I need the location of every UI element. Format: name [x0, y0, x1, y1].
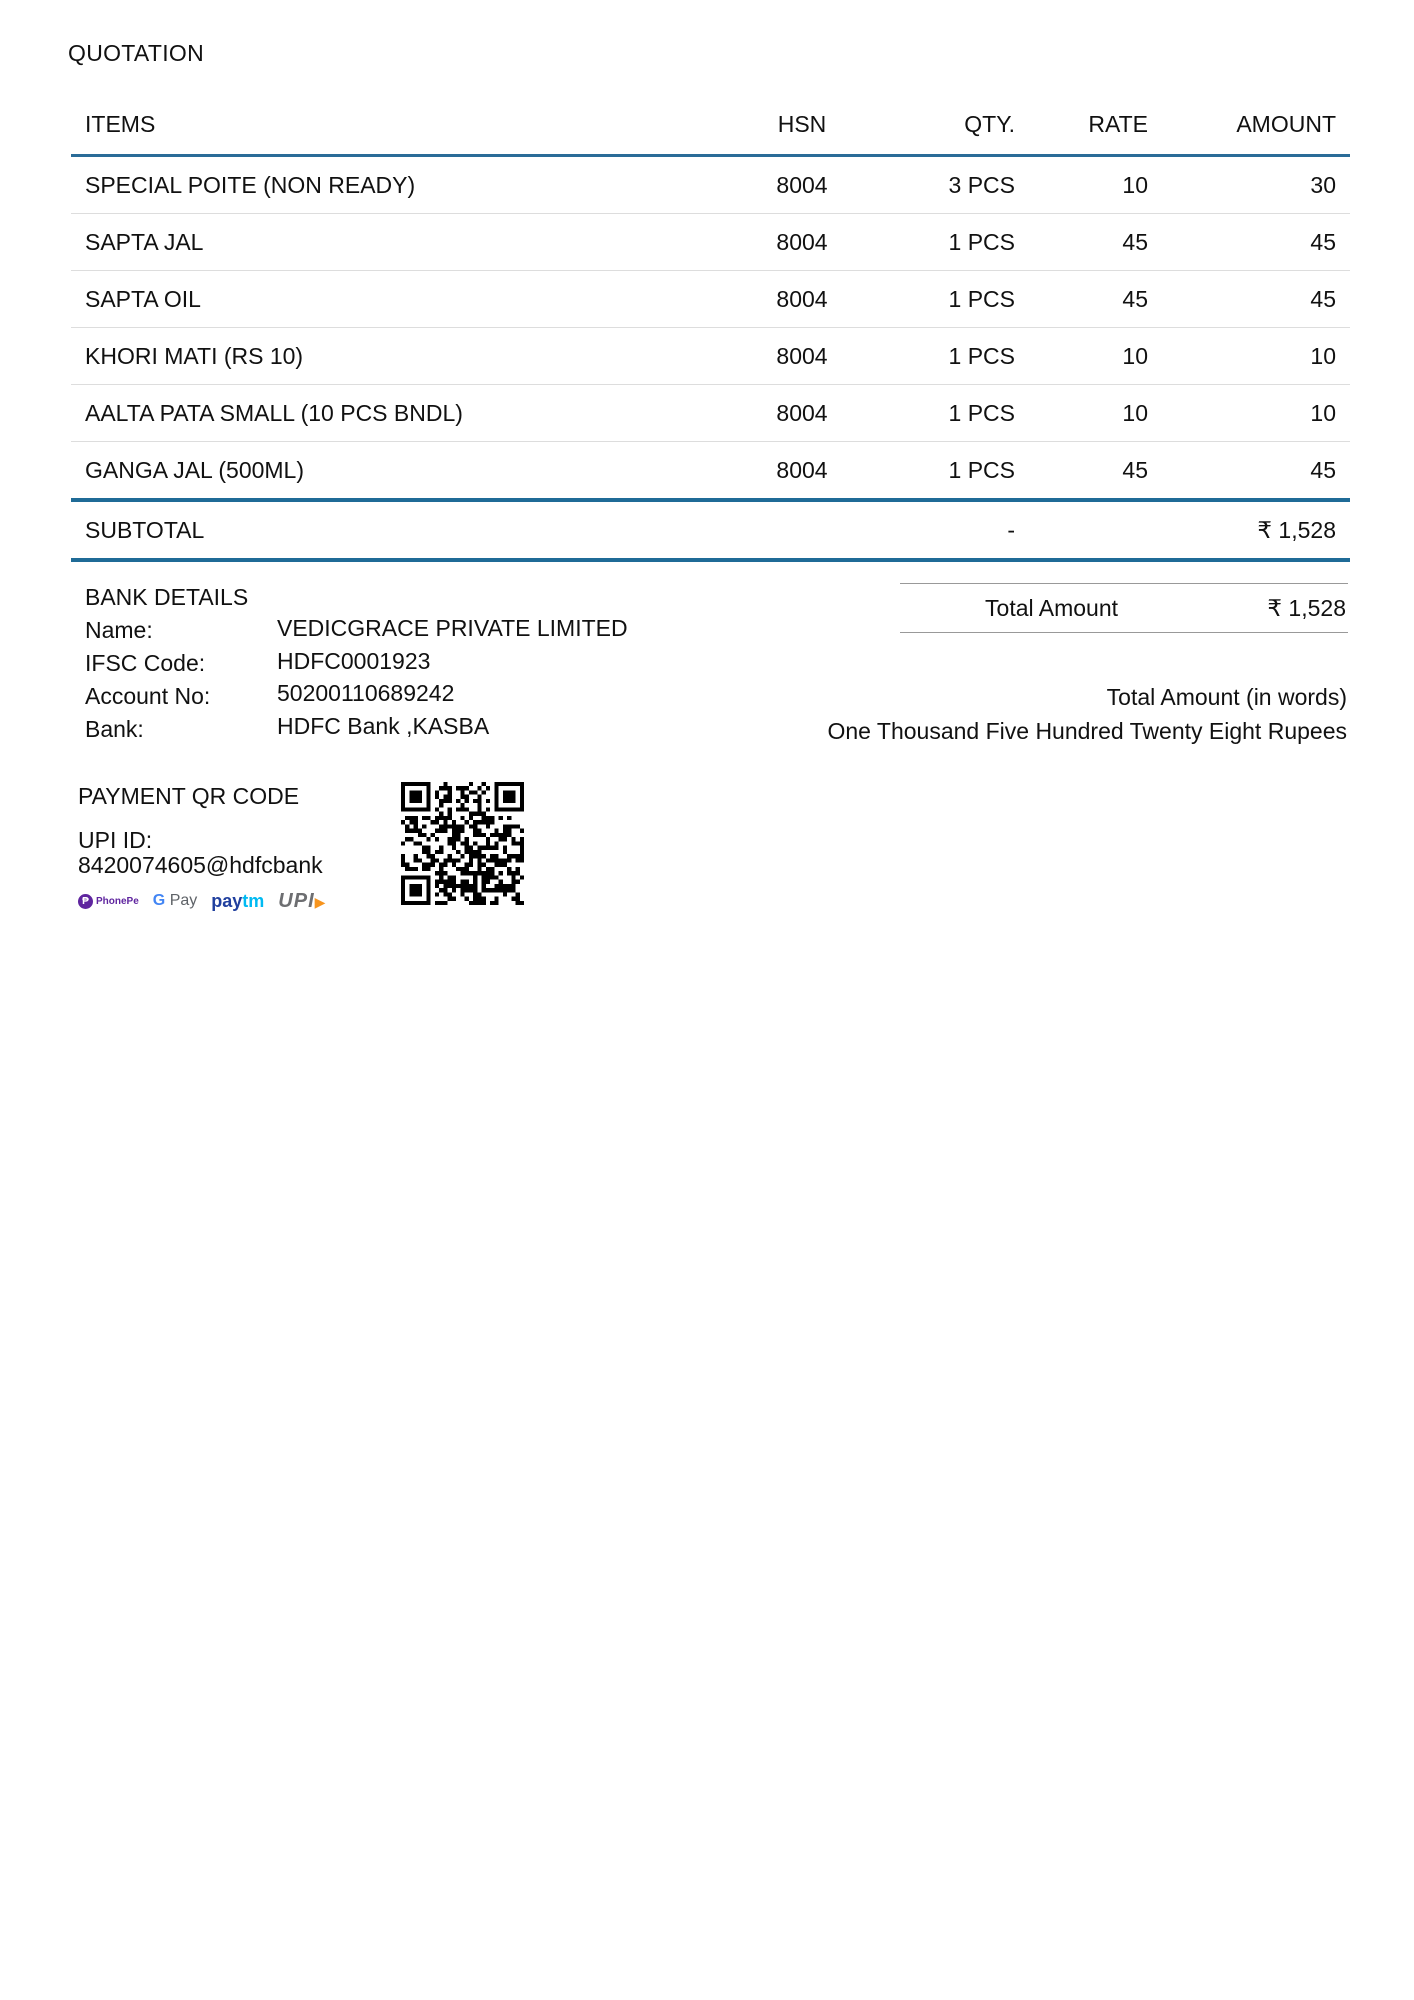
amount-in-words	[827, 680, 1347, 748]
bank-name-value: VEDICGRACE PRIVATE LIMITED	[277, 615, 628, 641]
item-hsn: 8004	[728, 214, 876, 271]
bank-label: Bank:	[85, 716, 144, 742]
phonepe-text: PhonePe	[96, 895, 139, 907]
bank-name-label: Name:	[85, 617, 153, 643]
header-qty: QTY.	[876, 94, 1029, 156]
table-row	[71, 156, 1350, 214]
item-qty: 1 PCS	[876, 271, 1029, 328]
bank-details-heading: BANK DETAILS	[85, 584, 249, 610]
document-title: QUOTATION	[68, 40, 205, 66]
upi-text: UPI	[278, 889, 315, 912]
item-amount: 45	[1162, 442, 1350, 501]
item-qty: 1 PCS	[876, 214, 1029, 271]
item-amount: 45	[1162, 214, 1350, 271]
table-row	[71, 442, 1350, 501]
phonepe-icon: ₱	[78, 894, 93, 909]
gpay-logo	[153, 892, 197, 910]
subtotal-label: SUBTOTAL	[71, 500, 728, 560]
item-name: AALTA PATA SMALL (10 PCS BNDL)	[71, 385, 728, 442]
ifsc-value: HDFC0001923	[277, 648, 431, 674]
bank-row	[85, 713, 628, 746]
subtotal-row	[71, 500, 1350, 560]
ifsc-row	[85, 647, 628, 680]
gpay-text: Pay	[165, 892, 198, 909]
item-rate: 45	[1029, 214, 1162, 271]
upi-info	[78, 828, 326, 878]
item-hsn: 8004	[728, 442, 876, 501]
bank-value: HDFC Bank ,KASBA	[277, 713, 490, 739]
payment-section	[78, 780, 326, 914]
item-name: SAPTA JAL	[71, 214, 728, 271]
item-rate: 45	[1029, 442, 1162, 501]
item-amount: 30	[1162, 156, 1350, 214]
payment-qr-heading: PAYMENT QR CODE	[78, 783, 300, 809]
item-hsn: 8004	[728, 385, 876, 442]
upi-logo	[278, 890, 326, 913]
gpay-g: G	[152, 892, 166, 909]
item-qty: 1 PCS	[876, 328, 1029, 385]
item-name: GANGA JAL (500ML)	[71, 442, 728, 501]
subtotal-amount: ₹ 1,528	[1162, 500, 1350, 560]
paytm-pay: pay	[211, 890, 243, 911]
header-amount: AMOUNT	[1162, 94, 1350, 156]
item-name: SPECIAL POITE (NON READY)	[71, 156, 728, 214]
table-row	[71, 385, 1350, 442]
total-amount-value: ₹ 1,528	[1267, 594, 1346, 621]
items-table	[71, 94, 1350, 562]
upi-arrow-icon: ▶	[314, 893, 327, 910]
item-amount: 10	[1162, 328, 1350, 385]
item-amount: 10	[1162, 385, 1350, 442]
amount-in-words-value: One Thousand Five Hundred Twenty Eight Rupees	[827, 718, 1347, 744]
paytm-logo	[211, 891, 264, 912]
items-table-header	[71, 94, 1350, 156]
account-row	[85, 680, 628, 713]
total-amount-label: Total Amount	[985, 594, 1118, 621]
item-rate: 10	[1029, 328, 1162, 385]
subtotal-qty: -	[876, 500, 1029, 560]
amount-in-words-label: Total Amount (in words)	[1106, 684, 1347, 710]
item-name: SAPTA OIL	[71, 271, 728, 328]
upi-id-value: 8420074605@hdfcbank	[78, 852, 323, 878]
total-amount-box	[900, 583, 1348, 633]
table-row	[71, 271, 1350, 328]
ifsc-label: IFSC Code:	[85, 650, 206, 676]
item-hsn: 8004	[728, 156, 876, 214]
item-name: KHORI MATI (RS 10)	[71, 328, 728, 385]
upi-id-label: UPI ID:	[78, 827, 153, 853]
phonepe-logo	[78, 894, 139, 909]
header-rate: RATE	[1029, 94, 1162, 156]
bank-details	[85, 580, 628, 746]
account-label: Account No:	[85, 683, 211, 709]
item-rate: 10	[1029, 385, 1162, 442]
item-amount: 45	[1162, 271, 1350, 328]
payment-qr-code	[401, 782, 524, 905]
bank-name-row	[85, 614, 628, 647]
table-row	[71, 214, 1350, 271]
item-rate: 10	[1029, 156, 1162, 214]
item-hsn: 8004	[728, 271, 876, 328]
header-items: ITEMS	[71, 94, 728, 156]
table-row	[71, 328, 1350, 385]
item-qty: 3 PCS	[876, 156, 1029, 214]
item-hsn: 8004	[728, 328, 876, 385]
account-value: 50200110689242	[277, 680, 455, 706]
header-hsn: HSN	[728, 94, 876, 156]
paytm-tm: tm	[242, 890, 265, 911]
item-rate: 45	[1029, 271, 1162, 328]
item-qty: 1 PCS	[876, 385, 1029, 442]
item-qty: 1 PCS	[876, 442, 1029, 501]
payment-logos	[78, 888, 326, 914]
